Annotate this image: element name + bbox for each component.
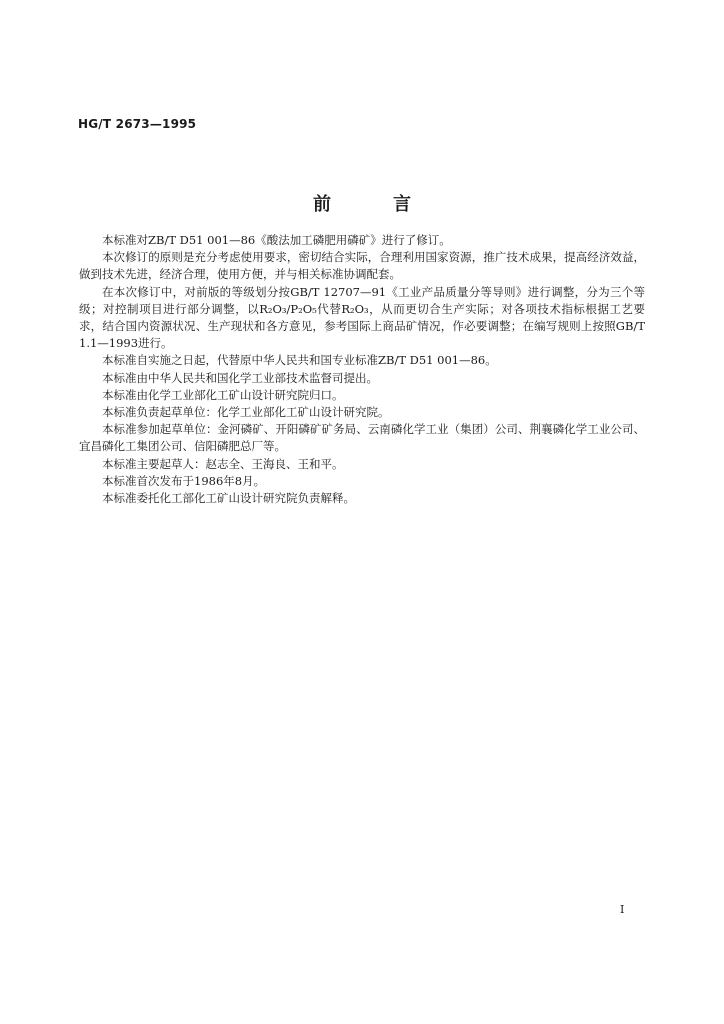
document-code: HG/T 2673—1995 [78,117,197,131]
paragraph-drafting-unit: 本标准负责起草单位：化学工业部化工矿山设计研究院。 [102,405,390,420]
paragraph-drafters: 本标准主要起草人：赵志全、王海良、王和平。 [102,456,344,471]
paragraph-replacement: 本标准自实施之日起，代替原中华人民共和国专业标准ZB/T D51 001—86。 [102,353,497,368]
page-number: I [620,903,625,916]
paragraph-first-issue: 本标准首次发布于1986年8月。 [102,473,266,488]
preface-body [79,232,645,507]
paragraph-revision-principle: 本次修订的原则是充分考虑使用要求，密切结合实际，合理利用国家资源，推广技术成果，提高经济效益，做到技术先进，经济合理，使用方便，并与相关标准协调配套。 [79,250,645,282]
paragraph-revision-note: 本标准对ZB/T D51 001—86《酸法加工磷肥用磷矿》进行了修订。 [102,233,451,247]
paragraph-participating-units: 本标准参加起草单位：金河磷矿、开阳磷矿矿务局、云南磷化学工业（集团）公司、荆襄磷化学工业公司、宜昌磷化工集团公司、信阳磷肥总厂等。 [79,422,645,454]
preface-title: 前言 [313,194,473,215]
paragraph-interpretation: 本标准委托化工部化工矿山设计研究院负责解释。 [102,491,355,506]
paragraph-revision-details: 在本次修订中，对前版的等级划分按GB/T 12707—91《工业产品质量分等导则》进行调整，分为三个等级；对控制项目进行部分调整，以R₂O₃/P₂O₅代替R₂O₃，从而更切合生产实际；对各项技术指标根据工艺要求，结合国内资源状况、生产现状和各方意见，参考国际上商品矿情况，作必要调整；在编写规则上按照GB/T 1.1—1993进行。 [79,284,645,351]
paragraph-administrator: 本标准由化学工业部化工矿山设计研究院归口。 [102,387,344,402]
paragraph-proposer: 本标准由中华人民共和国化学工业部技术监督司提出。 [102,370,378,385]
